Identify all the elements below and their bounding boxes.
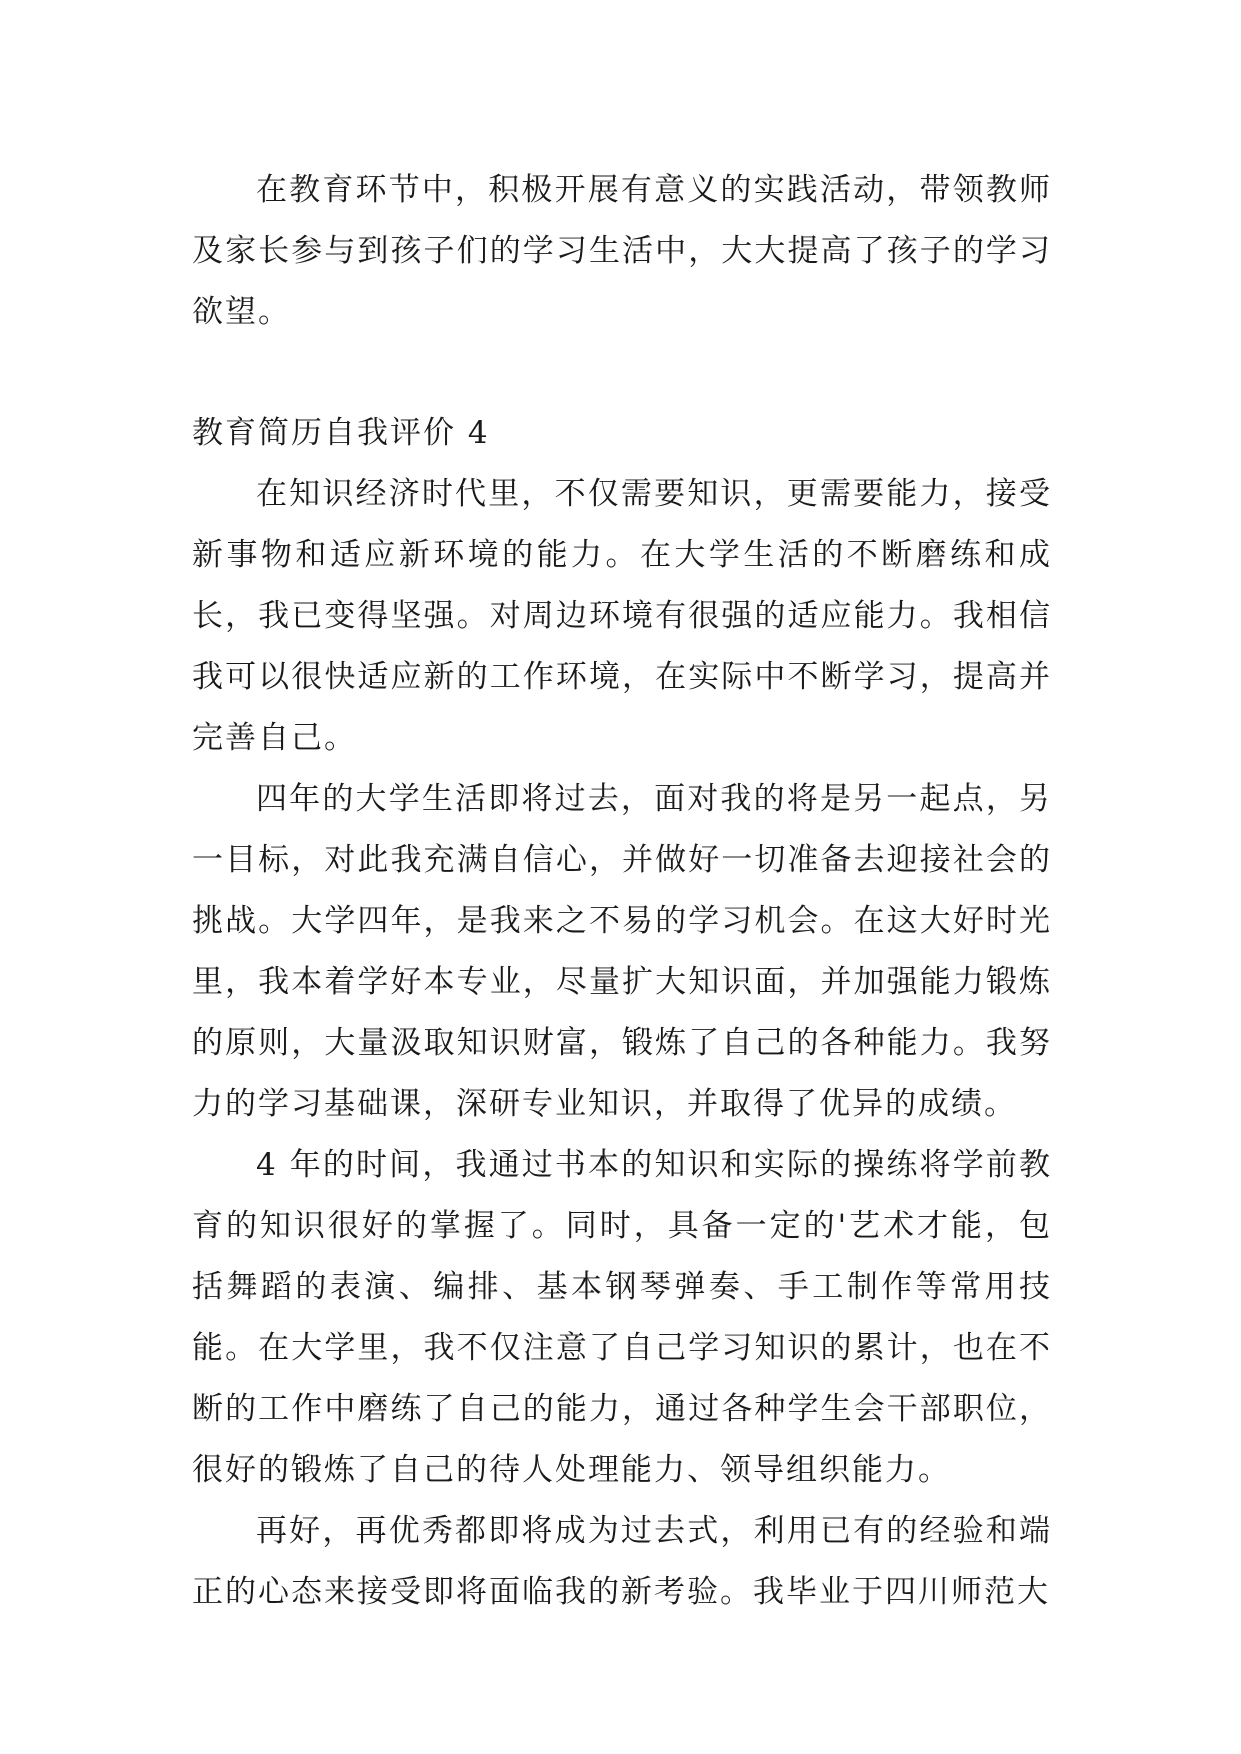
- paragraph-2: 四年的大学生活即将过去，面对我的将是另一起点，另一目标，对此我充满自信心，并做好一切准备去迎接社会的挑战。大学四年，是我来之不易的学习机会。在这大好时光里，我本着学好本专业，尽量扩大知识面，并加强能力锻炼的原则，大量汲取知识财富，锻炼了自己的各种能力。我努力的学习基础课，深研专业知识，并取得了优异的成绩。: [192, 781, 1052, 1122]
- paragraph-4: 再好，再优秀都即将成为过去式，利用已有的经验和端正的心态来接受即将面临我的新考验。我毕业于四川师范大: [192, 1513, 1052, 1610]
- section-title: 教育简历自我评价 4: [192, 415, 490, 451]
- intro-paragraph: 在教育环节中，积极开展有意义的实践活动，带领教师及家长参与到孩子们的学习生活中，大大提高了孩子的学习欲望。: [192, 172, 1052, 330]
- document-body: [192, 160, 1052, 1623]
- paragraph-1: 在知识经济时代里，不仅需要知识，更需要能力，接受新事物和适应新环境的能力。在大学生活的不断磨练和成长，我已变得坚强。对周边环境有很强的适应能力。我相信我可以很快适应新的工作环境，在实际中不断学习，提高并完善自己。: [192, 476, 1052, 756]
- paragraph-3: 4 年的时间，我通过书本的知识和实际的操练将学前教育的知识很好的掌握了。同时，具备一定的'艺术才能，包括舞蹈的表演、编排、基本钢琴弹奏、手工制作等常用技能。在大学里，我不仅注意了自己学习知识的累计，也在不断的工作中磨练了自己的能力，通过各种学生会干部职位，很好的锻炼了自己的待人处理能力、领导组织能力。: [192, 1147, 1052, 1488]
